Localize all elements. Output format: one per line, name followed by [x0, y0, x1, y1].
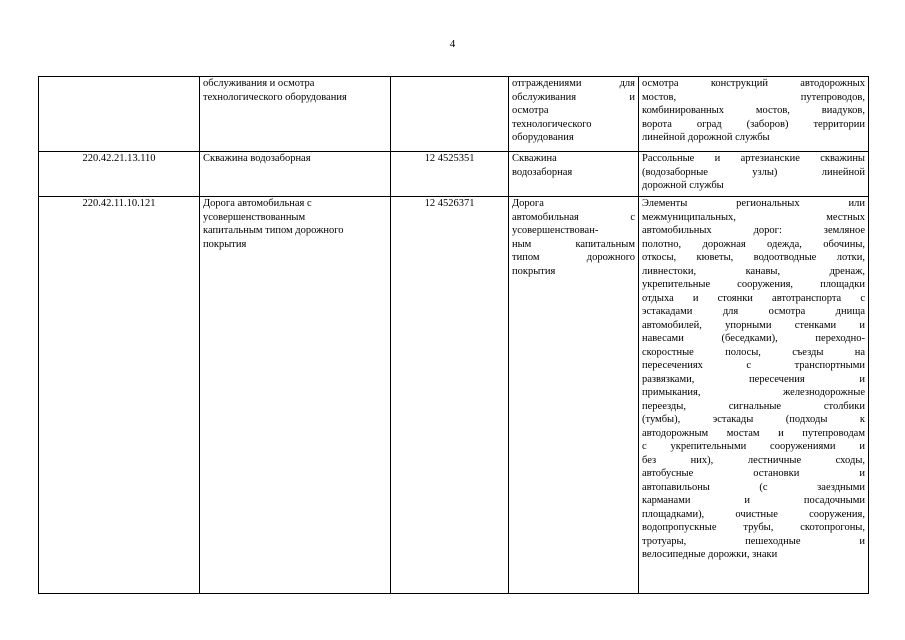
cell-line: автомобильных дорог: земляное	[642, 225, 865, 236]
cell-line: примыкания, железнодорожные	[642, 387, 865, 398]
cell-line: ворота оград (заборов) территории	[642, 118, 865, 130]
cell-line: Дорога	[512, 198, 544, 209]
code-cell	[39, 77, 200, 152]
cell-line: отдыха и стоянки автотранспорта с	[642, 292, 865, 304]
cell-line: автодорожным мостам и путепроводам	[642, 427, 865, 439]
asset-classification-table	[38, 76, 869, 594]
cell-line: осмотра	[512, 105, 549, 116]
classification-cell	[509, 152, 639, 197]
cell-line: покрытия	[512, 265, 556, 277]
cell-line: капитальным типом дорожного	[203, 225, 344, 236]
cell-line: автомобильная с	[512, 211, 635, 223]
cell-line: Элементы региональных или	[642, 198, 865, 209]
cell-line: типом дорожного	[512, 252, 635, 263]
classification-cell	[509, 77, 639, 152]
cell-line: усовершенствован-	[512, 225, 599, 236]
cell-line: автомобилей, упорными стенками и	[642, 319, 865, 331]
description-cell	[639, 77, 869, 152]
cell-line: навесами (беседками), переходно-	[642, 333, 865, 344]
cell-line: ным капитальным	[512, 238, 635, 250]
cell-line: автобусные остановки и	[642, 468, 865, 479]
cell-line: ливнестоки, канавы, дренаж,	[642, 265, 865, 277]
cell-line: карманами и посадочными	[642, 495, 865, 506]
cell-line: развязками, пересечения и	[642, 373, 865, 385]
code-cell: 220.42.21.13.110	[39, 152, 200, 197]
cell-line: межмуниципальных, местных	[642, 211, 865, 223]
cell-line: укрепительные сооружения, площадки	[642, 279, 865, 290]
cell-line: пересечениях с транспортными	[642, 360, 865, 371]
cell-line: Скважина водозаборная	[203, 153, 311, 164]
cell-line: с укрепительными сооружениями и	[642, 441, 865, 452]
cell-line: автопавильоны (с заездными	[642, 481, 865, 493]
page-number: 4	[449, 38, 456, 50]
cell-line: линейной дорожной службы	[642, 132, 770, 143]
okof-code-cell	[391, 77, 509, 152]
cell-line: дорожной службы	[642, 180, 724, 191]
okof-code-cell: 12 4525351	[391, 152, 509, 197]
cell-line: эстакадами для осмотра днища	[642, 306, 865, 317]
cell-line: оборудования	[512, 132, 574, 143]
cell-line: мостов, путепроводов,	[642, 91, 865, 103]
cell-line: отграждениями для	[512, 78, 635, 89]
table-row	[39, 197, 869, 594]
description-cell	[639, 152, 869, 197]
table-row	[39, 152, 869, 197]
code-cell: 220.42.11.10.121	[39, 197, 200, 594]
cell-line: тротуары, пешеходные и	[642, 535, 865, 547]
cell-line: откосы, кюветы, водоотводные лотки,	[642, 252, 865, 263]
okof-code-cell: 12 4526371	[391, 197, 509, 594]
cell-line: водозаборная	[512, 166, 573, 178]
cell-line: обслуживания и	[512, 91, 635, 103]
cell-line: водопропускные трубы, скотопрогоны,	[642, 522, 865, 533]
cell-line: Скважина	[512, 153, 557, 164]
cell-line: технологического оборудования	[203, 91, 347, 103]
cell-line: (водозаборные узлы) линейной	[642, 166, 865, 178]
cell-line: комбинированных мостов, виадуков,	[642, 105, 865, 116]
name-cell	[200, 197, 391, 594]
cell-line: технологического	[512, 118, 592, 130]
table-row	[39, 77, 869, 152]
name-cell	[200, 152, 391, 197]
cell-line: обслуживания и осмотра	[203, 78, 315, 89]
cell-line: площадками), очистные сооружения,	[642, 508, 865, 520]
cell-line: велосипедные дорожки, знаки	[642, 549, 778, 560]
name-cell	[200, 77, 391, 152]
cell-line: покрытия	[203, 238, 247, 250]
cell-line: скоростные полосы, съезды на	[642, 346, 865, 358]
description-cell	[639, 197, 869, 594]
cell-line: осмотра конструкций автодорожных	[642, 78, 865, 89]
cell-line: Дорога автомобильная с	[203, 198, 312, 209]
table-body	[39, 77, 869, 594]
classification-cell	[509, 197, 639, 594]
cell-line: переезды, сигнальные столбики	[642, 400, 865, 412]
cell-line: Рассольные и артезианские скважины	[642, 153, 865, 164]
cell-line: полотно, дорожная одежда, обочины,	[642, 238, 865, 250]
cell-line: усовершенствованным	[203, 211, 306, 223]
cell-line: (тумбы), эстакады (подходы к	[642, 414, 865, 425]
cell-line: без них), лестничные сходы,	[642, 454, 865, 466]
